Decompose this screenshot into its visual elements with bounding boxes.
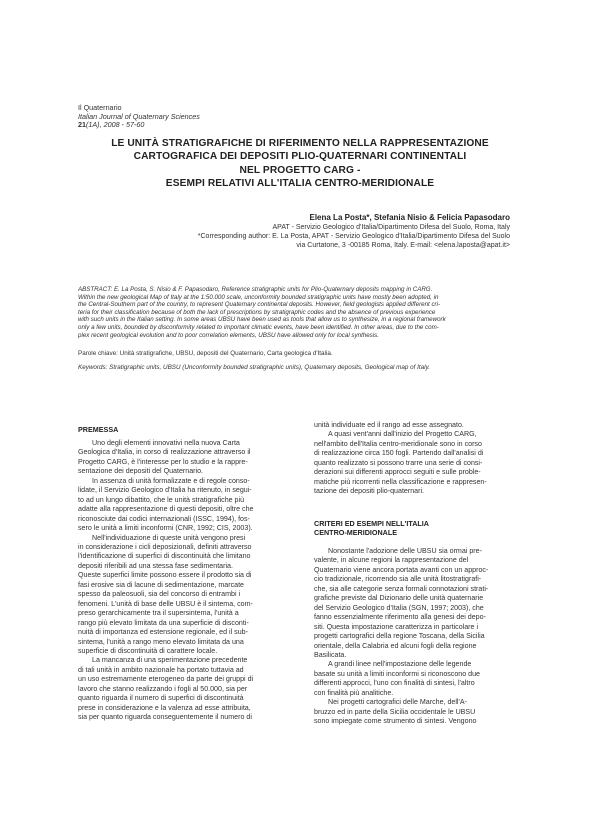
keywords-italian: Parole chiave: Unità stratigrafiche, UBSU, depositi del Quaternario, Carta geologica d'Italia. <box>78 350 333 357</box>
abstract-line: ABSTRACT: E. La Posta, S. Nisio & F. Papasodaro, Reference stratigraphic units for Plio-Quaternary deposits mapping in CARG. <box>78 286 433 293</box>
text-line: A quasi vent'anni dall'inizio del Progetto CARG, <box>328 430 477 439</box>
text-line: A grandi linee nell'impostazione delle legende <box>328 660 472 669</box>
text-line: quanto realizzato si possono trarre una serie di consi- <box>314 458 483 467</box>
journal-subtitle: Italian Journal of Quaternary Sciences <box>78 111 200 121</box>
text-line: fasi erosive sia di lacune di sedimentazione, marcate <box>78 580 244 589</box>
abstract-line: the Central-Southern part of the country, to represent Quaternary continental deposits. However, field geologists applied different cri- <box>78 301 441 309</box>
abstract-line: teria for their classification because of both the lack of prescriptions by stratigraphic codes and the absence of previous experience <box>78 308 436 316</box>
column-right-bottom <box>314 547 542 727</box>
column-left <box>78 439 306 723</box>
authors: Elena La Posta*, Stefania Nisio & Felicia Papasodaro <box>309 213 510 222</box>
text-line: l'identificazione di superfici di discontinuità che limitano <box>78 552 251 561</box>
journal-issue-pages: (1A), 2008 - 57-60 <box>86 120 145 130</box>
text-line: Nei progetti cartografici delle Marche, dell'A- <box>328 698 467 707</box>
section-heading-criteri <box>314 519 542 538</box>
text-line: differenti approcci, l'uno con finalità di sintesi, l'altro <box>314 679 475 688</box>
text-line: un uso estremamente eterogeneo da parte dei gruppi di <box>78 675 254 684</box>
journal-name: Il Quaternario <box>78 103 122 112</box>
text-line: to ad un lungo dibattito, che le unità stratigrafiche più <box>78 495 245 504</box>
text-line: sia per quanto riguarda conseguentemente il numero di <box>78 713 252 722</box>
text-line: matiche più ricorrenti nella classificazione e rappresen- <box>314 477 487 486</box>
text-line: Basilicata. <box>314 650 347 659</box>
text-line: In assenza di unità formalizzate e di regole conso- <box>92 476 250 485</box>
text-line: Progetto CARG, è l'interesse per lo studio e la rappre- <box>78 457 248 466</box>
text-line: nell'ambito dell'Italia centro-meridionale sono in corso <box>314 439 482 448</box>
text-line: basate su unità a limiti inconformi si riconoscono due <box>314 669 480 678</box>
title-line-1: LE UNITÀ STRATIGRAFICHE DI RIFERIMENTO NELLA RAPPRESENTAZIONE <box>111 138 489 149</box>
text-line: sero le unità a limiti inconformi (CNR, 1992; CIS, 2003). <box>78 524 253 533</box>
text-line: preso gerarchicamente tra il supersintema, l'unità a <box>78 609 239 618</box>
text-line: progetti cartografici della regione Toscana, della Sicilia <box>314 632 485 641</box>
text-line: Nonostante l'adozione delle UBSU sia ormai pre- <box>328 547 482 555</box>
text-line: tazione dei depositi plio-quaternari. <box>314 487 425 496</box>
text-line: Queste superfici limite possono essere il prodotto sia di <box>78 571 252 580</box>
text-line: riconosciute dai codici internazionali (ISSC, 1994), fos- <box>78 514 250 523</box>
title-line-4: ESEMPI RELATIVI ALL'ITALIA CENTRO-MERIDIONALE <box>165 177 435 189</box>
abstract <box>78 286 526 339</box>
text-line: in considerazione i cicli deposizionali, definiti attraverso <box>78 542 252 551</box>
text-line: Quaternario viene ancora portata avanti con un approc- <box>314 565 489 574</box>
text-line: unità individuate ed il rango ad esse assegnato. <box>314 421 464 429</box>
text-line: rango più elevato limitata da una superficie di disconti- <box>78 618 249 627</box>
title-line-3: NEL PROGETTO CARG - <box>239 164 361 176</box>
section-heading-premessa: PREMESSA <box>78 425 119 434</box>
text-line: superficie di discontinuità di carattere locale. <box>78 646 218 655</box>
abstract-line: only a few units, bounded by disconformity related to important climatic events, have been identified. In other areas, due to the com- <box>78 323 439 331</box>
journal-volume: 21 <box>78 120 86 130</box>
paper-title <box>60 137 540 190</box>
text-line: sono impiegate come strumento di sintesi. Vengono <box>314 717 477 726</box>
abstract-line: with such units in the Italian setting. In some areas UBSU have been used as tools that allow us to synthesize, in a regional framework <box>78 316 446 324</box>
column-right-top <box>314 421 542 497</box>
text-line: quanto riguarda il numero di superfici di discontinuità <box>78 694 244 703</box>
abstract-line: Within the new geological Map of Italy at the 1:50.000 scale, unconformity bounded stratigraphic units have mostly been adopted, in <box>78 293 439 301</box>
affiliation <box>60 224 510 250</box>
journal-header <box>78 104 200 130</box>
heading-line-1: CRITERI ED ESEMPI NELL'ITALIA <box>314 519 429 528</box>
text-line: grafiche previste dal Dizionario delle unità quaternarie <box>314 594 484 603</box>
text-line: spesso da paleosuoli, sia del concorso di entrambi i <box>78 590 241 599</box>
text-line: La mancanza di una sperimentazione precedente <box>92 656 248 665</box>
text-line: lavoro che stanno realizzando i fogli al 50.000, sia per <box>78 684 248 693</box>
affiliation-line-1: APAT - Servizio Geologico d'Italia/Dipartimento Difesa del Suolo, Roma, Italy <box>272 224 510 231</box>
heading-line-2: CENTRO-MERIDIONALE <box>314 528 398 538</box>
text-line: prese in considerazione e la valenza ad esse attribuita, <box>78 703 251 712</box>
text-line: depositi riferibili ad una stessa fase sedimentaria. <box>78 561 233 570</box>
text-line: che, sia alle categorie senza formali connotazioni strati- <box>314 584 489 593</box>
affiliation-line-3: via Curtatone, 3 -00185 Roma, Italy. E-mail: <elena.laposta@apat.it> <box>296 241 510 249</box>
text-line: Uno degli elementi innovativi nella nuova Carta <box>92 439 240 447</box>
title-line-2: CARTOGRAFICA DEI DEPOSITI PLIO-QUATERNARI CONTINENTALI <box>133 151 467 163</box>
text-line: siti. Questa impostazione caratterizza in particolare i <box>314 622 479 631</box>
journal-citation <box>78 121 200 130</box>
text-line: Geologica d'Italia, in corso di realizzazione attraverso il <box>78 448 251 457</box>
text-line: cio tradizionale, ricorrendo sia alle unità litostratigrafi- <box>314 575 482 584</box>
text-line: di tali unità in ambito nazionale ha portato tuttavia ad <box>78 665 244 674</box>
text-line: Nell'individuazione di queste unità vengono presi <box>92 533 246 542</box>
text-line: adatte alla rappresentazione di questi depositi, oltre che <box>78 505 254 514</box>
abstract-line: plex recent geological evolution and to poor correlation elements, UBSU have allowed only for local synthesis. <box>78 331 379 339</box>
text-line: con finalità più analitiche. <box>314 688 394 697</box>
text-line: orientale, della Calabria ed alcuni fogli della regione <box>314 641 477 650</box>
text-line: derazioni sui differenti approcci seguiti e sulle proble- <box>314 468 481 477</box>
text-line: di realizzazione circa 150 fogli. Partendo dall'analisi di <box>314 449 484 458</box>
text-line: lidate, il Servizio Geologico d'Italia ha ritenuto, in segui- <box>78 486 252 495</box>
text-line: del Servizio Geologico d'Italia (SGN, 1997; 2003), che <box>314 603 484 612</box>
text-line: bruzzo ed in parte della Sicilia occidentale le UBSU <box>314 707 476 716</box>
keywords-english: Keywords: Stratigraphic units, UBSU (Unconformity bounded stratigraphic units), Quaternary deposits, Geological map of Italy. <box>78 364 430 371</box>
text-line: fanno essenzialmente riferimento alla genesi dei depo- <box>314 613 486 622</box>
text-line: sentazione dei depositi del Quaternario. <box>78 467 204 476</box>
affiliation-line-2: *Corresponding author: E. La Posta, APAT - Servizio Geologico d'Italia/Dipartimento Difesa del Suolo <box>197 232 510 240</box>
text-line: nuità di importanza ed estensione regionale, ed il sub- <box>78 628 248 637</box>
text-line: fenomeni. L'unità di base delle UBSU è il sintema, com- <box>78 599 253 608</box>
text-line: sintema, l'unità a rango meno elevato limitata da una <box>78 637 244 646</box>
text-line: valente, in alcune regioni la rappresentazione del <box>314 556 469 565</box>
